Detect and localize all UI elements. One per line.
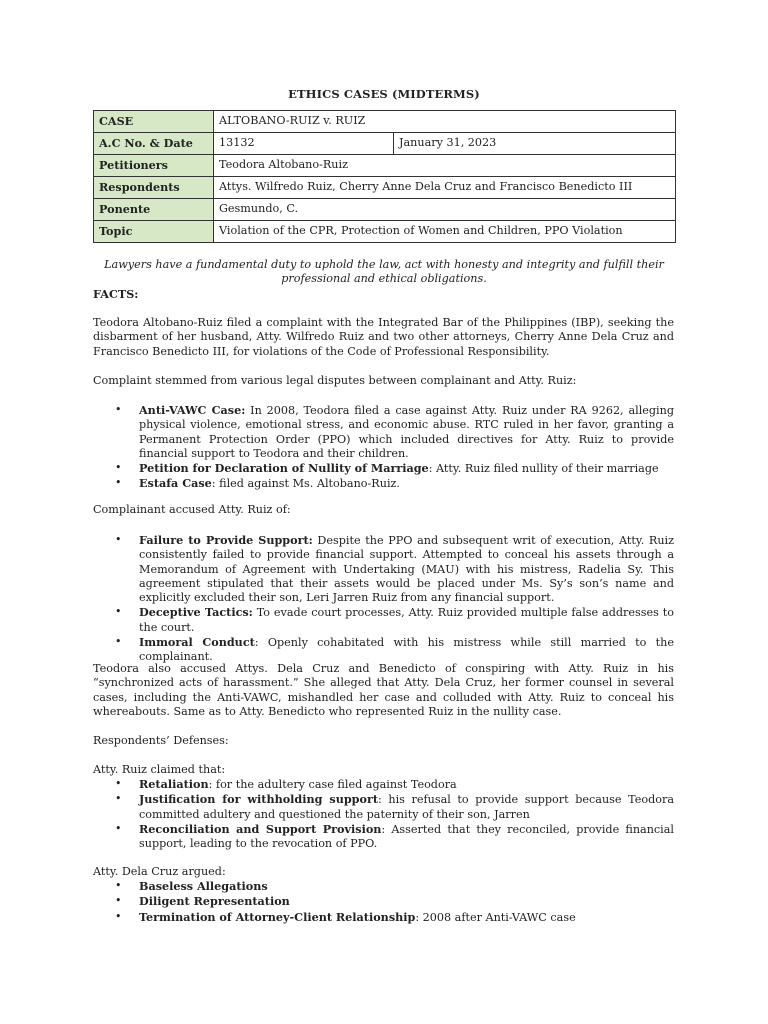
petitioners-value: Teodora Altobano-Ruiz [214, 155, 676, 177]
delacruz-defense-bullet-list [93, 879, 674, 925]
bullet-item [93, 910, 674, 925]
bullet-description: To evade court processes, Atty. Ruiz provided multiple false addresses to the court. [139, 606, 674, 634]
bullet-item [93, 822, 674, 852]
bullet-icon: • [115, 461, 122, 475]
bullet-description: In 2008, Teodora filed a case against Atty. Ruiz under RA 9262, alleging physical violence, emotional stress, and economic abuse. RTC ruled in her favor, granting a Permanent Protection Order (PPO) which included directives for Atty. Ruiz to provide financial support to Teodora and their children. [139, 404, 675, 460]
bullet-item [93, 476, 674, 491]
bullet-icon: • [115, 605, 122, 619]
bullet-description: : Atty. Ruiz filed nullity of their marriage [428, 462, 659, 476]
bullet-icon: • [115, 909, 122, 923]
quote-line-1: Lawyers have a fundamental duty to uphold the law, act with honesty and integrity and fulfill their [104, 258, 664, 271]
respondents-value: Attys. Wilfredo Ruiz, Cherry Anne Dela Cruz and Francisco Benedicto III [214, 177, 676, 199]
facts-heading: FACTS: [93, 287, 139, 301]
bullet-icon: • [115, 792, 122, 806]
topic-label: Topic [94, 221, 214, 243]
bullet-term: Baseless Allegations [139, 879, 268, 893]
bullet-description: : for the adultery case filed against Teodora [208, 778, 457, 791]
bullet-icon: • [115, 635, 122, 649]
ruiz-defense-bullet-list [93, 777, 674, 851]
case-label: CASE [94, 111, 214, 133]
ac-number: 13132 [214, 133, 394, 155]
bullet-icon: • [115, 476, 122, 490]
topic-row [94, 221, 676, 243]
bullet-item [93, 403, 674, 461]
bullet-description: : Openly cohabitated with his mistress while still married to the complainant. [139, 636, 674, 664]
document-title: ETHICS CASES (MIDTERMS) [288, 87, 480, 101]
bullet-text [139, 605, 674, 635]
bullet-term: Termination of Attorney-Client Relationship [139, 909, 416, 924]
bullet-icon: • [115, 821, 122, 835]
bullet-icon: • [115, 403, 122, 416]
bullet-text [139, 792, 674, 822]
bullet-term: Failure to Provide Support: [139, 533, 313, 547]
ac-label: A.C No. & Date [94, 133, 214, 155]
bullet-item [93, 605, 674, 635]
bullet-description: : his refusal to provide support because Teodora committed adultery and questioned the paternity of their son, Jarren [139, 793, 674, 821]
bullet-text [139, 403, 674, 461]
respondents-row [94, 177, 676, 199]
bullet-text [139, 822, 674, 852]
bullet-item [93, 792, 674, 822]
case-info-table [93, 110, 676, 243]
ponente-row [94, 199, 676, 221]
bullet-term: Reconciliation and Support Provision [139, 821, 382, 836]
case-value: ALTOBANO-RUIZ v. RUIZ [214, 111, 676, 133]
bullet-text [139, 635, 674, 665]
bullet-term: Anti-VAWC Case: [139, 403, 246, 417]
bullet-description: : filed against Ms. Altobano-Ruiz. [211, 477, 400, 491]
facts-paragraph-6: Atty. Ruiz claimed that: [93, 763, 226, 776]
bullet-description: : 2008 after Anti-VAWC case [415, 910, 576, 924]
quote-line-2: professional and ethical obligations. [281, 272, 487, 286]
bullet-icon: • [115, 879, 122, 892]
bullet-term: Justification for withholding support [139, 792, 379, 807]
ponente-value: Gesmundo, C. [214, 199, 676, 221]
bullet-text [139, 777, 674, 792]
facts-paragraph-2: Complaint stemmed from various legal disputes between complainant and Atty. Ruiz: [93, 374, 577, 387]
bullet-term: Retaliation [139, 777, 209, 791]
bullet-term: Deceptive Tactics: [139, 605, 253, 620]
bullet-item [93, 635, 674, 665]
facts-paragraph-7: Atty. Dela Cruz argued: [93, 865, 226, 878]
bullet-icon: • [115, 777, 122, 790]
petitioners-label: Petitioners [94, 155, 214, 177]
ponente-label: Ponente [94, 199, 214, 221]
bullet-text [139, 533, 674, 605]
case-row [94, 111, 676, 133]
bullet-text [139, 476, 674, 491]
topic-value: Violation of the CPR, Protection of Women and Children, PPO Violation [214, 221, 676, 243]
petitioners-row [94, 155, 676, 177]
bullet-text [139, 461, 674, 476]
bullet-text [139, 894, 674, 909]
facts-paragraph-3: Complainant accused Atty. Ruiz of: [93, 503, 291, 516]
facts-paragraph-5: Respondents’ Defenses: [93, 734, 229, 747]
bullet-item [93, 777, 674, 792]
bullet-term: Petition for Declaration of Nullity of Marriage [139, 461, 429, 476]
facts-paragraph-1: Teodora Altobano-Ruiz filed a complaint with the Integrated Bar of the Philippines (IBP), seeking the disbarment of her husband, Atty. Wilfredo Ruiz and two other attorneys, Cherry Anne Dela Cruz and Francisco Benedicto III, for violations of the Code of Professional Responsibility. [93, 316, 674, 358]
bullet-description: : Asserted that they reconciled, provide financial support, leading to the revocation of PPO. [139, 822, 674, 851]
bullet-icon: • [115, 533, 122, 546]
bullet-item [93, 533, 674, 605]
facts-paragraph-4: Teodora also accused Attys. Dela Cruz and Benedicto of conspiring with Atty. Ruiz in his “synchronized acts of harassment.” She alleged that Atty. Dela Cruz, her former counsel in several cases, including the Anti-VAWC, mishandled her case and colluded with Atty. Ruiz to conceal his whereabouts. Same as to Atty. Benedicto who represented Ruiz in the nullity case. [93, 662, 674, 718]
bullet-item [93, 894, 674, 909]
complaint-bullet-list [93, 403, 674, 492]
bullet-item [93, 879, 674, 894]
respondents-label: Respondents [94, 177, 214, 199]
bullet-term: Estafa Case [139, 476, 212, 491]
accusation-bullet-list [93, 533, 674, 665]
bullet-text [139, 879, 674, 894]
quote [100, 258, 668, 287]
bullet-term: Immoral Conduct [139, 635, 255, 650]
bullet-item [93, 461, 674, 476]
bullet-icon: • [115, 894, 122, 908]
bullet-text [139, 910, 674, 925]
bullet-term: Diligent Representation [139, 894, 290, 909]
bullet-description: Despite the PPO and subsequent writ of execution, Atty. Ruiz consistently failed to provide financial support. Attempted to conceal his assets through a Memorandum of Agreement with Undertaking (MAU) with his mistress, Radelia Sy. This agreement stipulated that their assets would be placed under Ms. Sy’s son’s name and explicitly excluded their son, Leri Jarren Ruiz from any financial support. [139, 534, 674, 605]
ac-date: January 31, 2023 [394, 133, 676, 155]
ac-row [94, 133, 676, 155]
